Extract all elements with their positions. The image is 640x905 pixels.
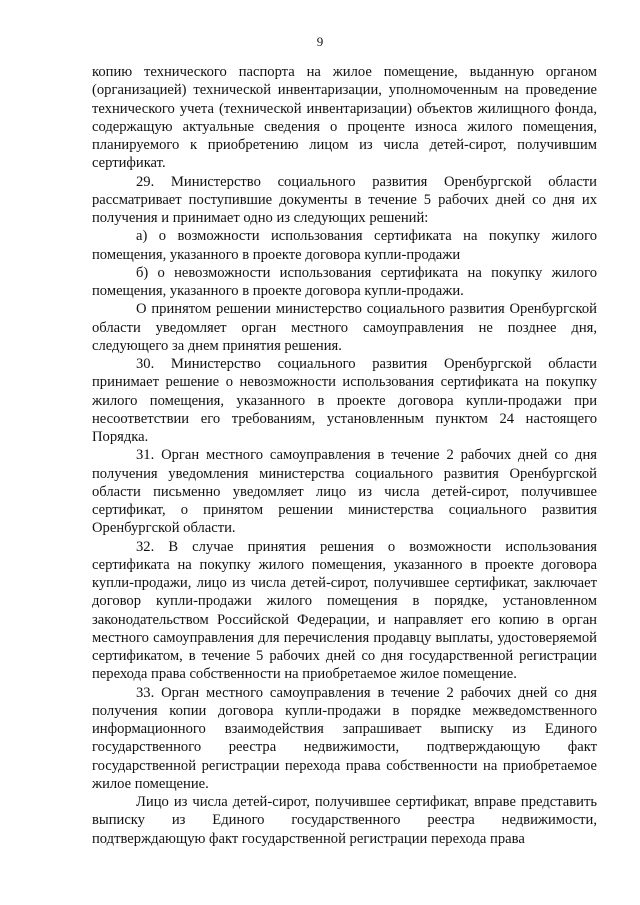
paragraph-29-a: а) о возможности использования сертификата на покупку жилого помещения, указанного в проекте договора купли-продажи xyxy=(92,228,597,263)
page-number: 9 xyxy=(316,34,324,49)
paragraph-33: 33. Орган местного самоуправления в течение 2 рабочих дней со дня получения копии договора купли-продажи в порядке межведомственного информационного взаимодействия запрашивает выписку из Единого государственного реестра недвижимости, подтверждающую факт государственной регистрации перехода права собственности на приобретаемое жилое помещение. xyxy=(92,684,597,792)
paragraph-notification: О принятом решении министерство социального развития Оренбургской области уведомляет орган местного самоуправления не позднее дня, следующего за днем принятия решения. xyxy=(92,301,597,354)
document-body xyxy=(92,63,597,848)
paragraph-30: 30. Министерство социального развития Оренбургской области принимает решение о невозможности использования сертификата на покупку жилого помещения, указанного в проекте договора купли-продажи при несоответствии его требованиям, установленным пунктом 24 настоящего Порядка. xyxy=(92,356,597,445)
paragraph-32: 32. В случае принятия решения о возможности использования сертификата на покупку жилого помещения, указанного в проекте договора купли-продажи, лицо из числа детей-сирот, получившее сертификат, заключает договор купли-продажи жилого помещения в порядке, установленном законодательством Российской Федерации, и направляет его копию в орган местного самоуправления для перечисления продавцу выплаты, удостоверяемой сертификатом, в течение 5 рабочих дней со дня государственной регистрации перехода права собственности на приобретаемое жилое помещение. xyxy=(92,538,597,683)
paragraph-29-b: б) о невозможности использования сертификата на покупку жилого помещения, указанного в проекте договора купли-продажи. xyxy=(92,264,597,299)
paragraph-29: 29. Министерство социального развития Оренбургской области рассматривает поступившие документы в течение 5 рабочих дней со дня их получения и принимает одно из следующих решений: xyxy=(92,173,597,226)
paragraph-extract-right: Лицо из числа детей-сирот, получившее сертификат, вправе представить выписку из Единого государственного реестра недвижимости, подтверждающую факт государственной регистрации перехода права xyxy=(92,794,597,847)
paragraph-31: 31. Орган местного самоуправления в течение 2 рабочих дней со дня получения уведомления министерства социального развития Оренбургской области письменно уведомляет лицо из числа детей-сирот, получившее сертификат, о принятом решении министерства социального развития Оренбургской области. xyxy=(92,447,597,537)
paragraph-passport-copy: копию технического паспорта на жилое помещение, выданную органом (организацией) технической инвентаризации, уполномоченным на проведение технического учета (технической инвентаризации) объектов жилищного фонда, содержащую актуальные сведения о проценте износа жилого помещения, планируемого к приобретению лицом из числа детей-сирот, получившим сертификат. xyxy=(92,64,597,172)
